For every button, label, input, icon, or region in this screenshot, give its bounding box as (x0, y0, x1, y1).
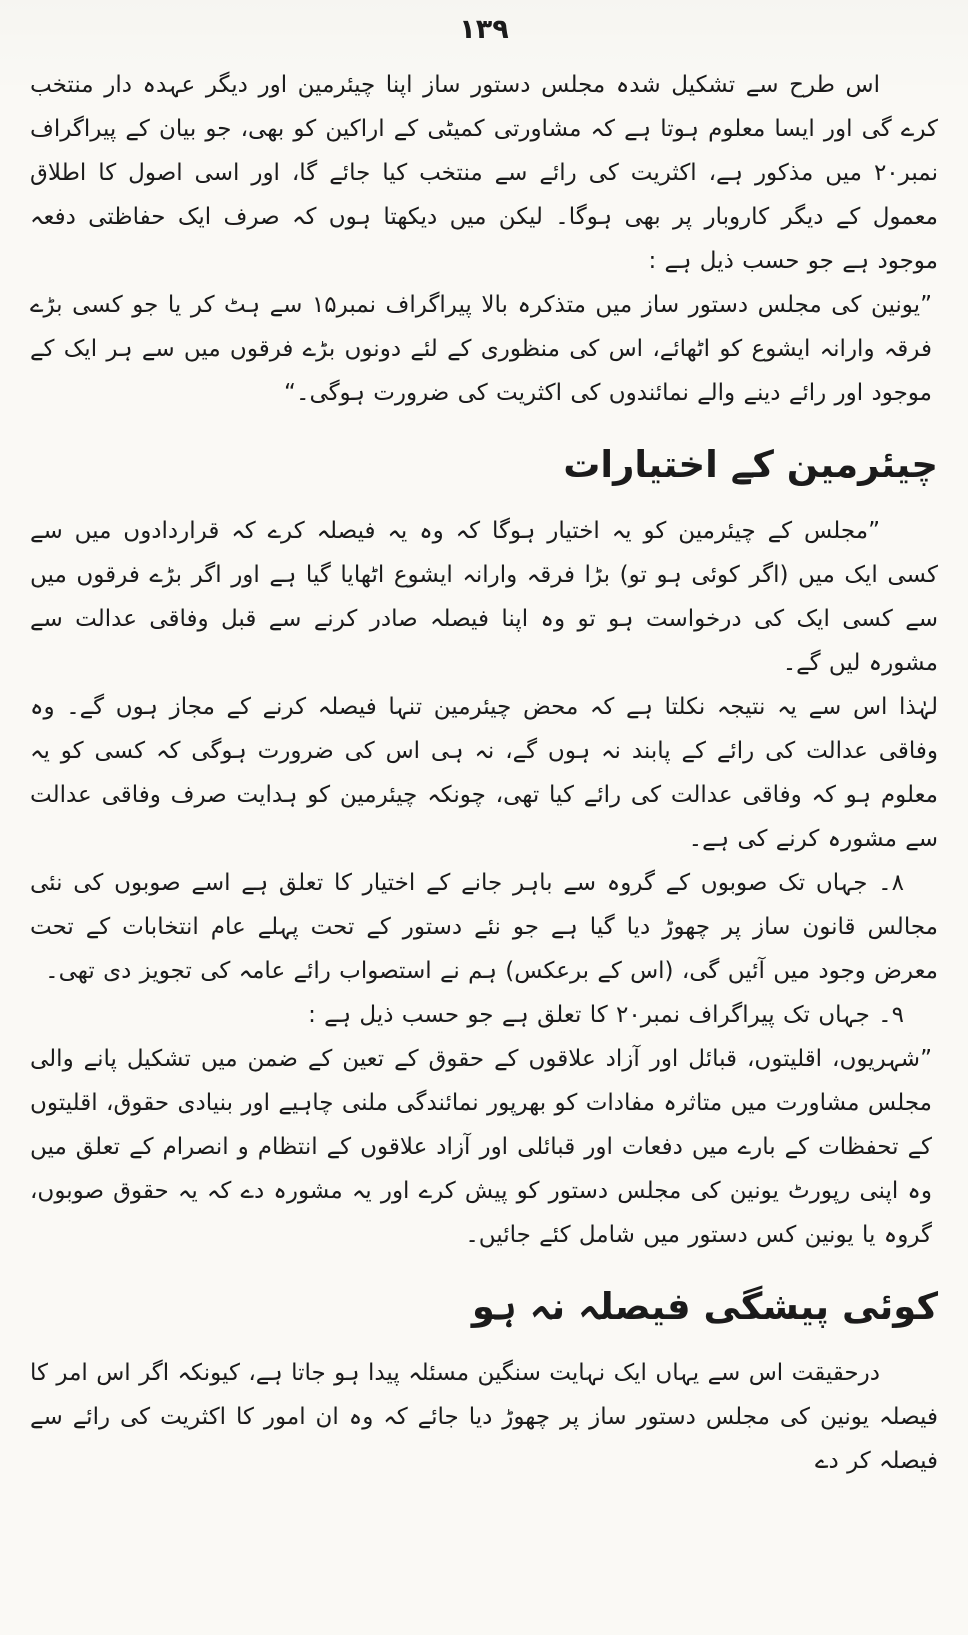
paragraph-serious-problem: درحقیقت اس سے یہاں ایک نہایت سنگین مسئلہ پیدا ہو جاتا ہے، کیونکہ اگر اس امر کا فیصلہ یونین کی مجلس دستور ساز پر چھوڑ دیا جائے کہ وہ ان امور کا اکثریت کی رائے سے فیصلہ کر دے (30, 1360, 938, 1475)
paragraph-chairman-sole-decision: لہٰذا اس سے یہ نتیجہ نکلتا ہے کہ محض چیئرمین تنہا فیصلہ کرنے کے مجاز ہوں گے۔ وہ وفاقی عدالت کی رائے کے پابند نہ ہوں گے، نہ ہی اس کی ضرورت ہوگی کہ کسی کو یہ معلوم ہو کہ وفاقی عدالت کی رائے کیا تھی، چونکہ چیئرمین کو ہدایت صرف وفاقی عدالت سے مشورہ کرنے کی ہے۔ (30, 694, 938, 853)
paragraph-chairman-authority: ”مجلس کے چیئرمین کو یہ اختیار ہوگا کہ وہ یہ فیصلہ کرے کہ قراردادوں میں سے کسی ایک میں (اگر کوئی ہو تو) بڑا فرقہ وارانہ ایشوع اٹھایا گیا ہے اور اگر بڑے فرقوں میں سے کسی ایک کی درخواست ہو تو وہ اپنا فیصلہ صادر کرنے سے قبل وفاقی عدالت سے مشورہ لیں گے۔ (30, 518, 938, 677)
quote-safeguard-clause: ”یونین کی مجلس دستور ساز میں متذکرہ بالا پیراگراف نمبر۱۵ سے ہٹ کر یا جو کسی بڑے فرقہ وارانہ ایشوع کو اٹھائے، اس کی منظوری کے لئے دونوں بڑے فرقوں میں سے ہر ایک کے موجود اور رائے دینے والے نمائندوں کی اکثریت کی ضرورت ہوگی۔“ (30, 292, 932, 406)
page-number: ۱۳۹ (459, 14, 509, 45)
paragraph-assembly-formation: اس طرح سے تشکیل شدہ مجلس دستور ساز اپنا چیئرمین اور دیگر عہدہ دار منتخب کرے گی اور ایسا معلوم ہوتا ہے کہ مشاورتی کمیٹی کے اراکین کو بھی، جو بیان کے پیراگراف نمبر۲۰ میں مذکور ہے، اکثریت کی رائے سے منتخب کیا جائے گا، اور اسی اصول کا اطلاق معمول کے دیگر کاروبار پر بھی ہوگا۔ لیکن میں دیکھتا ہوں کہ صرف ایک حفاظتی دفعہ موجود ہے جو حسب ذیل ہے : (30, 72, 938, 274)
quote-rights-advisory-committee: ”شہریوں، اقلیتوں، قبائل اور آزاد علاقوں کے حقوق کے تعین کے ضمن میں تشکیل پانے والی مجلس مشاورت میں متاثرہ مفادات کو بھرپور نمائندگی ملنی چاہیے اور بنیادی حقوق، اقلیتوں کے تحفظات کے بارے میں دفعات اور قبائلی اور آزاد علاقوں کے انتظام و انصرام کے تعلق میں وہ اپنی رپورٹ یونین کی مجلس دستور کو پیش کرے اور یہ مشورہ دے کہ یہ حقوق صوبوں، گروہ یا یونین کس دستور میں شامل کئے جائیں۔ (30, 1046, 932, 1249)
heading-chairman-powers: چیئرمین کے اختیارات (563, 443, 938, 486)
heading-no-prior-decision: کوئی پیشگی فیصلہ نہ ہو (471, 1285, 938, 1329)
paragraph-item-8-provinces-groups: ۸۔ جہاں تک صوبوں کے گروہ سے باہر جانے کے اختیار کا تعلق ہے اسے صوبوں کی نئی مجالس قانون ساز پر چھوڑ دیا گیا ہے جو نئے دستور کے تحت پہلے عام انتخابات کے تحت معرض وجود میں آئیں گی، (اس کے برعکس) ہم نے استصواب رائے عامہ کی تجویز دی تھی۔ (30, 870, 938, 985)
paragraph-item-9-paragraph-20: ۹۔ جہاں تک پیراگراف نمبر۲۰ کا تعلق ہے جو حسب ذیل ہے : (308, 1002, 904, 1029)
